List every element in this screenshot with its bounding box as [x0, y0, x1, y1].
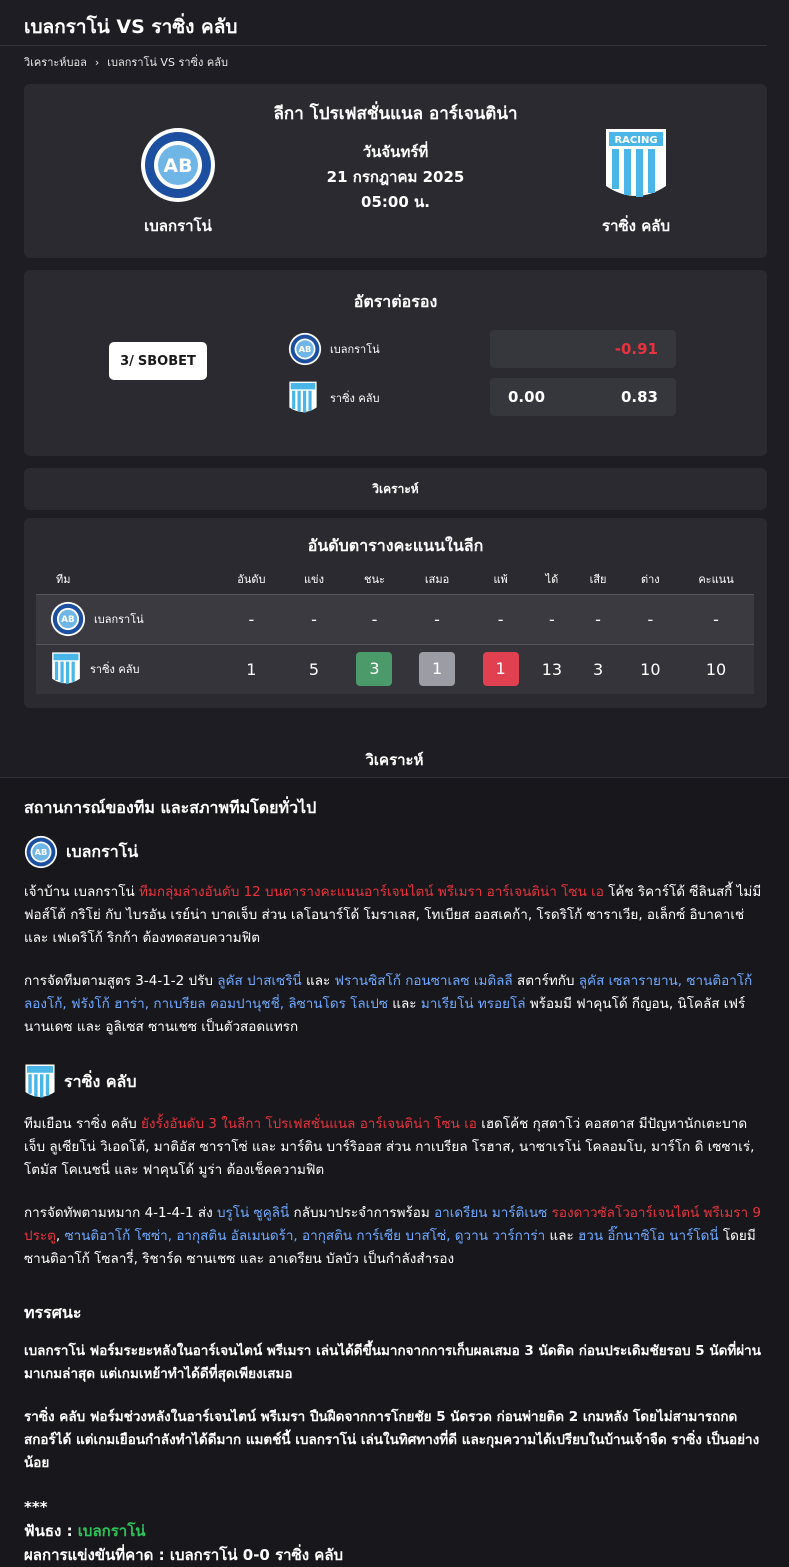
tip-value: เบลกราโน่ [77, 1522, 146, 1540]
table-row[interactable] [36, 644, 754, 694]
odds-row-home [288, 332, 490, 366]
page-title: เบลกราโน่ VS ราซิ่ง คลับ [0, 0, 767, 46]
row-team-name: ราซิ่ง คลับ [90, 663, 140, 677]
odds-away-box[interactable] [490, 378, 676, 416]
breadcrumb [0, 46, 789, 78]
league-name: ลีกา โปรเฟสชั่นแนล อาร์เจนติน่า [273, 104, 518, 124]
odds-home-team: เบลกราโน่ [330, 343, 380, 356]
header-gd: ต่าง [640, 572, 660, 586]
article-home-name: เบลกราโน่ [66, 841, 139, 861]
row-team-name: เบลกราโน่ [94, 613, 144, 626]
article-home-team [24, 835, 765, 869]
row-ga: 3 [573, 644, 622, 694]
sbobet-mark: 3/ [120, 353, 134, 369]
racing-club-crest-icon [603, 126, 669, 204]
home-team-name: เบลกราโน่ [144, 217, 212, 235]
row-won: - [346, 594, 403, 644]
row-rank: - [221, 594, 283, 644]
article-away-name: ราซิ่ง คลับ [64, 1071, 137, 1091]
row-pts: - [678, 594, 754, 644]
article-body [0, 778, 789, 1567]
analysis-heading: วิเคราะห์ [0, 748, 789, 778]
row-gd: 10 [623, 644, 678, 694]
match-card [24, 84, 767, 258]
standings-title: อันดับตารางคะแนนในลีก [307, 536, 484, 555]
odds-card [24, 270, 767, 456]
match-time: 05:00 น. [361, 193, 430, 211]
row-ga: - [573, 594, 622, 644]
odds-row-away [288, 380, 490, 416]
match-day: วันจันทร์ที่ [362, 143, 429, 161]
header-team: ทีม [56, 572, 71, 586]
svg-text:AB: AB [61, 615, 75, 626]
racing-club-crest-icon [24, 1063, 56, 1101]
away-crest-text: RACING [614, 135, 658, 146]
header-lost: แพ้ [493, 572, 508, 586]
standings-card [24, 518, 767, 708]
odds-home-price: -0.91 [614, 340, 658, 358]
stars-divider: *** [24, 1498, 48, 1516]
article-away-team [24, 1063, 765, 1101]
header-ga: เสีย [589, 572, 607, 586]
row-played: 5 [282, 644, 346, 694]
standings-table [36, 564, 754, 694]
away-paragraph-2: การจัดทัพตามหมาก 4-1-4-1 ส่ง บรูโน่ ซูคูลินี่ กลับมาประจำการพร้อม อาเดรียน มาร์ติเนซ รองดาวซัลโวอาร์เจนไตน์ พรีเมรา 9 ประตู, ซานติอาโก้ โซซ่า, อากุสติน อัลเมนดร้า, อากุสติน การ์เซีย บาสโซ่, ดูวาน วาร์การ่า และ ฮวน อิ๊กนาซิโอ นาร์โดนี่ โดยมี ซานติอาโก้ โซลารี่, ริชาร์ด ซานเชซ และ อาเดรียน บัลบัว เป็นกำลังสำรอง [24, 1205, 761, 1267]
header-played: แข่ง [303, 572, 324, 586]
row-played: - [282, 594, 346, 644]
odds-home-box[interactable] [490, 330, 676, 368]
home-paragraph-1: เจ้าบ้าน เบลกราโน่ ทีมกลุ่มล่างอันดับ 12 บนตารางคะแนนอาร์เจนไตน์ พรีเมรา อาร์เจนติน่า โซน เอ โค้ช ริคาร์โด้ ซีลินสกี้ ไม่มี ฟอส์โต้ กริโย่ กับ ไบรอัน เรย์น่า บาดเจ็บ ส่วน เลโอนาร์โด้ โมราเลส, โทเบียส ออสเคก้า, โรดริโก้ ซาราเวีย, อเล็กซ์ อิบาคาเช่ และ เฟเดริโก้ ริกก้า ต้องทดสอบความฟิต [24, 884, 762, 946]
odds-away-team: ราซิ่ง คลับ [330, 392, 380, 405]
belgrano-crest-icon [24, 835, 58, 869]
row-drawn-badge: 1 [419, 652, 455, 686]
standings-header-row [36, 564, 754, 594]
header-drawn: เสมอ [424, 572, 450, 586]
header-won: ชนะ [364, 572, 385, 586]
odds-away-price: 0.83 [620, 388, 658, 406]
situation-title: สถานการณ์ของทีม และสภาพทีมโดยทั่วไป [24, 798, 317, 817]
racing-club-crest-icon [288, 380, 318, 416]
match-date: 21 กรกฎาคม 2025 [326, 168, 465, 186]
svg-text:AB: AB [298, 344, 312, 355]
header-gf: ได้ [545, 572, 559, 586]
table-row[interactable] [36, 594, 754, 644]
away-team-name: ราซิ่ง คลับ [602, 217, 670, 235]
odds-title: อัตราต่อรอง [353, 292, 438, 311]
sbobet-logo[interactable] [109, 342, 207, 380]
prediction-line: ผลการแข่งขันที่คาด : เบลกราโน่ 0-0 ราซิ่ง คลับ [24, 1546, 344, 1564]
view-paragraph-1: เบลกราโน่ ฟอร์มระยะหลังในอาร์เจนไตน์ พรีเมรา เล่นได้ดีขึ้นมากจากการเก็บผลเสมอ 3 นัดติด ก่อนประเดิมชัยรอบ 5 นัดที่ผ่านมาเกมล่าสุด แต่เกมเหย้าทำได้ดีที่สุดเพียงเสมอ [24, 1343, 761, 1382]
breadcrumb-home-link[interactable]: วิเคราะห์บอล [24, 56, 87, 69]
away-paragraph-1: ทีมเยือน ราซิ่ง คลับ ยังรั้งอันดับ 3 ในลีกา โปรเฟสชั่นแนล อาร์เจนติน่า โซน เอ เฮดโค้ช กุสตาโว่ คอสตาส มีปัญหานักเตะบาดเจ็บ ลูเซียโน่ วิเอดโต้, มาติอัส ซาราโซ่ และ มาร์ติน บาร์ริออส ส่วน กาเบรียล โรฮาส, นาซาเรโน่ โคลอมโบ, มาร์โก ดิ เซซาเร่, โตมัส โคเนชนี่ และ ฟาคุนโด้ มูร่า ต้องเช็คความฟิต [24, 1116, 755, 1178]
bookmaker-name: SBOBET [137, 353, 196, 369]
row-gf: - [530, 594, 573, 644]
tip-line: ฟันธง : เบลกราโน่ [24, 1522, 146, 1540]
belgrano-crest-icon [50, 601, 86, 637]
row-pts: 10 [678, 644, 754, 694]
breadcrumb-separator: › [94, 55, 100, 69]
breadcrumb-current: เบลกราโน่ VS ราซิ่ง คลับ [107, 56, 228, 69]
view-title: ทรรศนะ [24, 1303, 82, 1322]
header-rank: อันดับ [237, 572, 266, 586]
row-lost-badge: 1 [483, 652, 519, 686]
odds-away-handicap: 0.00 [508, 388, 546, 406]
svg-text:AB: AB [34, 847, 48, 858]
home-crest-text: AB [163, 155, 193, 177]
row-rank: 1 [221, 644, 283, 694]
row-gf: 13 [530, 644, 573, 694]
belgrano-crest-icon [288, 332, 322, 366]
away-team[interactable] [576, 126, 696, 238]
home-paragraph-2: การจัดทีมตามสูตร 3-4-1-2 ปรับ ลูคัส ปาสเซรินี่ และ ฟรานซิสโก้ กอนซาเลซ เมติลลี สตาร์ทกับ ลูคัส เซลารายาน, ซานติอาโก้ ลองโก้, ฟรังโก้ ฮาร่า, กาเบรียล คอมปานุชชี่, ลิซานโดร โลเปซ และ มาเรียโน่ ทรอยโล่ พร้อมมี ฟาคุนโด้ กีญอน, นิโคลัส เฟร์นานเดซ และ อูลิเซส ซานเชซ เป็นตัวสอดแทรก [24, 973, 753, 1035]
analysis-tab[interactable]: วิเคราะห์ [24, 468, 767, 510]
view-paragraph-2: ราซิ่ง คลับ ฟอร์มช่วงหลังในอาร์เจนไตน์ พรีเมรา ปืนฝืดจากการโกยชัย 5 นัดรวด ก่อนพ่ายติด 2 เกมหลัง โดยไม่สามารถกดสกอร์ได้ แต่เกมเยือนกำลังทำได้ดีมาก แมตช์นี้ เบลกราโน่ เล่นในทิศทางที่ดี และกุมความได้เปรียบในบ้านเจ้าจืด ราซิ่ง เป็นอย่างน้อย [24, 1409, 760, 1471]
racing-club-crest-icon [50, 651, 82, 687]
row-lost: - [471, 594, 530, 644]
row-drawn: - [403, 594, 471, 644]
header-pts: คะแนน [698, 572, 734, 586]
row-won-badge: 3 [356, 652, 392, 686]
row-gd: - [623, 594, 678, 644]
